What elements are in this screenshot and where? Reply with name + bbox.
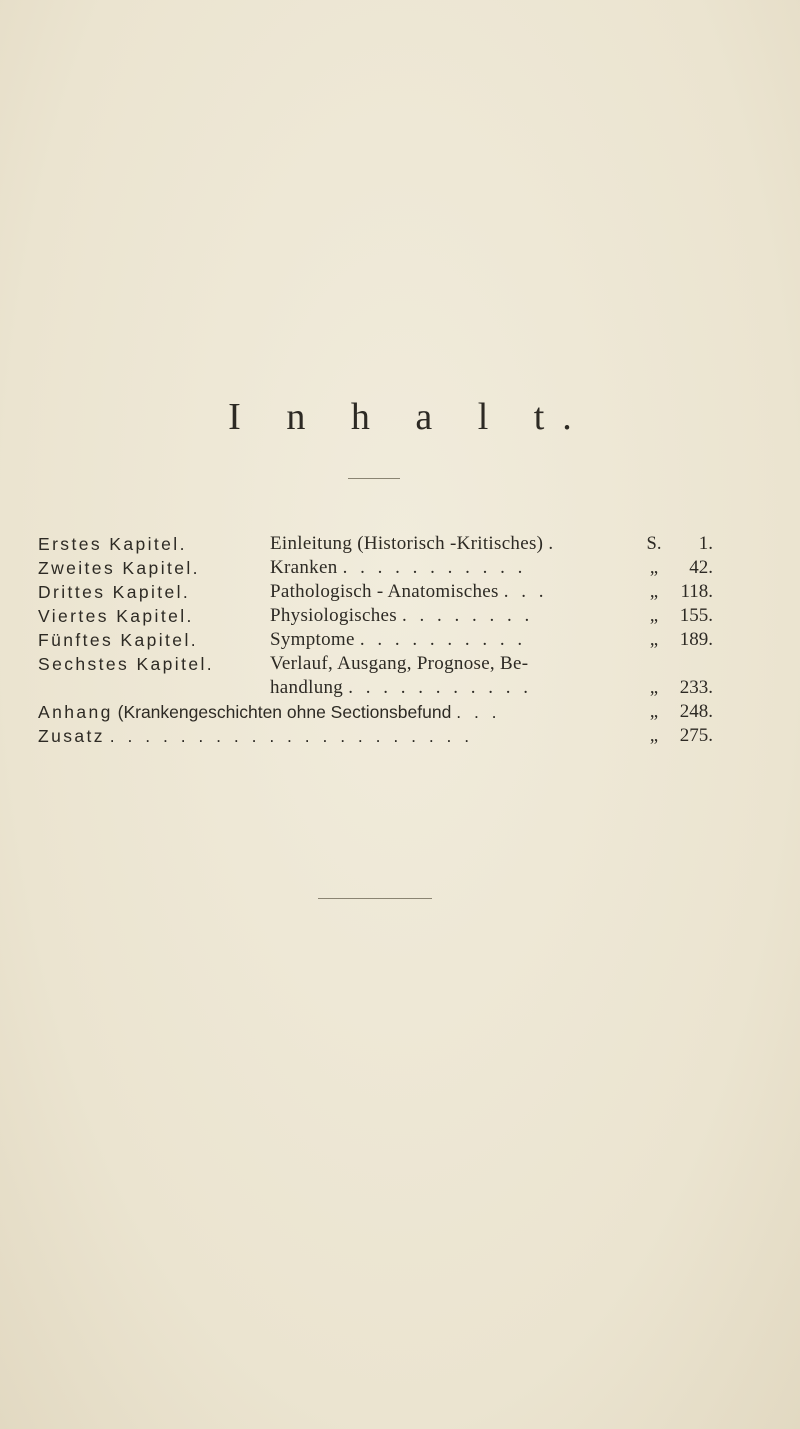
- chapter-title: Kranken . . . . . . . . . . .: [270, 557, 527, 578]
- chapter-label: Erstes Kapitel.: [38, 534, 187, 554]
- chapter-label: Viertes Kapitel.: [38, 606, 194, 626]
- page-number: 42.: [689, 557, 713, 578]
- page-prefix: „: [649, 678, 659, 698]
- page-number: 248.: [679, 701, 713, 722]
- page-number: 189.: [679, 629, 713, 650]
- chapter-label: Zweites Kapitel.: [38, 558, 200, 578]
- page-prefix: S.: [646, 534, 662, 554]
- chapter-label: Sechstes Kapitel.: [38, 654, 215, 674]
- toc-entry-2: [38, 556, 713, 580]
- page-number: 118.: [680, 581, 713, 602]
- toc-entry-4: [38, 604, 713, 628]
- page-prefix: „: [649, 582, 659, 602]
- chapter-title: Pathologisch - Anatomisches . . .: [270, 581, 548, 602]
- toc-appendix: [38, 700, 713, 724]
- chapter-title: Physiologisches . . . . . . . .: [270, 605, 534, 626]
- page-number: 233.: [679, 677, 713, 698]
- appendix-entry: Anhang (Krankengeschichten ohne Sectionsbefund . . .: [38, 702, 501, 722]
- chapter-title: Symptome . . . . . . . . . .: [270, 629, 527, 650]
- page-prefix: „: [649, 630, 659, 650]
- toc-entry-6: [38, 652, 713, 676]
- chapter-label: Drittes Kapitel.: [38, 582, 191, 602]
- toc-supplement: [38, 724, 713, 748]
- page-number: 1.: [698, 533, 713, 554]
- title-divider: [348, 478, 400, 479]
- closing-divider: [318, 898, 432, 899]
- chapter-label: Fünftes Kapitel.: [38, 630, 198, 650]
- toc-entry-6-continued: [38, 676, 713, 700]
- page-prefix: „: [649, 606, 659, 626]
- supplement-entry: Zusatz . . . . . . . . . . . . . . . . . . . . .: [38, 726, 474, 746]
- page-prefix: „: [649, 702, 659, 722]
- toc-entry-3: [38, 580, 713, 604]
- chapter-title-continuation: handlung . . . . . . . . . . .: [270, 677, 532, 698]
- page-prefix: „: [649, 558, 659, 578]
- toc-entry-1: [38, 532, 713, 556]
- chapter-title: Verlauf, Ausgang, Prognose, Be-: [270, 653, 529, 674]
- page-prefix: „: [649, 726, 659, 746]
- toc-entry-5: [38, 628, 713, 652]
- page-number: 155.: [679, 605, 713, 626]
- chapter-title: Einleitung (Historisch -Kritisches) .: [270, 533, 558, 554]
- page-title: I n h a l t.: [228, 396, 590, 438]
- page-number: 275.: [679, 725, 713, 746]
- table-of-contents: [38, 532, 713, 748]
